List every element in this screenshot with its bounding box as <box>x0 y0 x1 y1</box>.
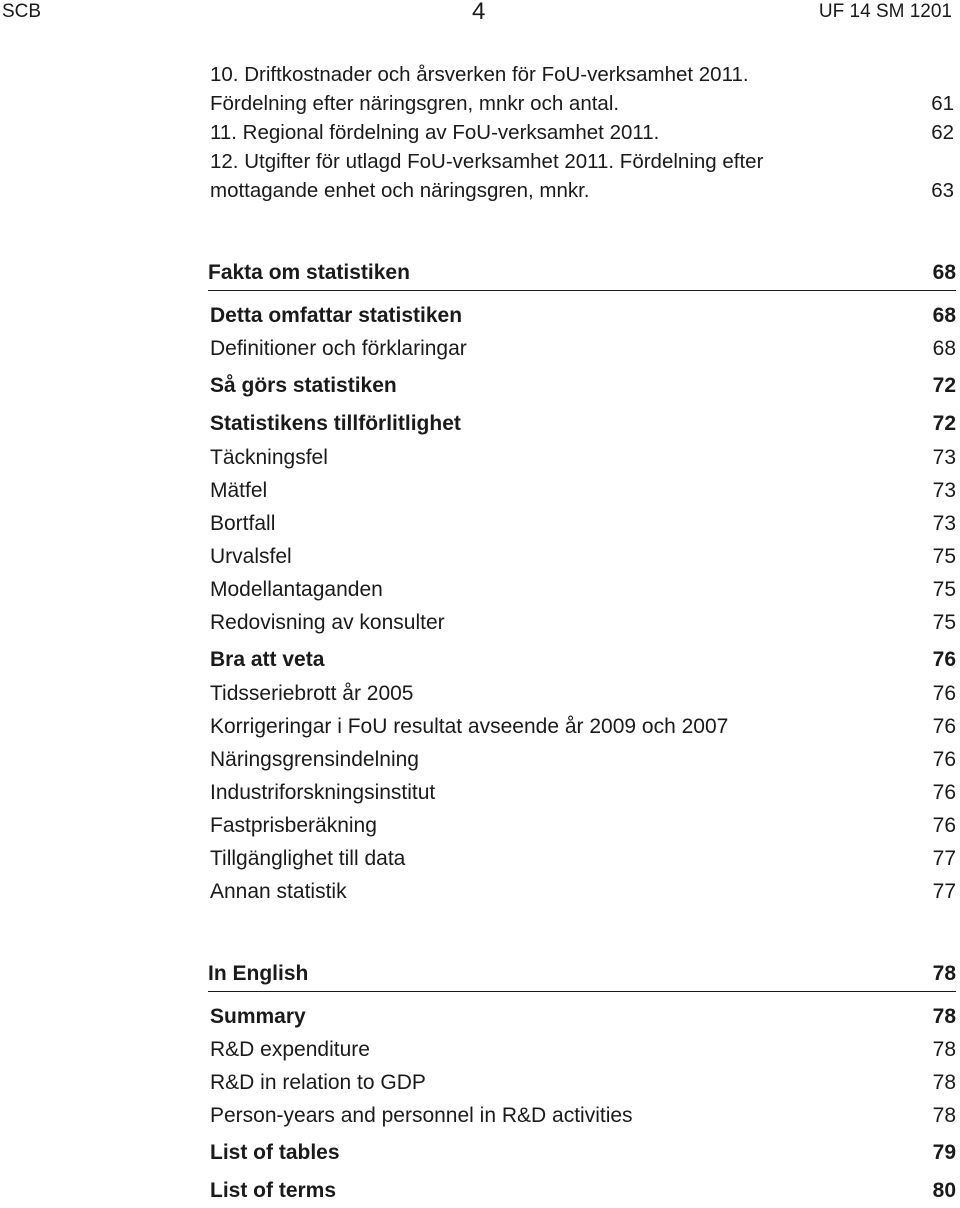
toc-entry[interactable]: Industriforskningsinstitut 76 <box>210 781 956 804</box>
toc-entry[interactable]: Summary 78 <box>210 1005 956 1028</box>
entry-title: mottagande enhet och näringsgren, mnkr. <box>210 179 590 202</box>
toc-entry[interactable]: Korrigeringar i FoU resultat avseende år 2009 och 2007 76 <box>210 715 956 738</box>
toc-entry[interactable] <box>210 176 956 205</box>
entry-title: 12. Utgifter för utlagd FoU-verksamhet 2011. Fördelning efter <box>210 150 764 173</box>
toc-entry[interactable]: Bra att veta 76 <box>210 648 956 671</box>
toc-entry[interactable] <box>210 147 956 176</box>
toc-entry[interactable]: Urvalsfel 75 <box>210 545 956 568</box>
entry-title: 11. Regional fördelning av FoU-verksamhet 2011. <box>210 121 660 144</box>
toc-entry[interactable]: Täckningsfel 73 <box>210 446 956 469</box>
toc-entry[interactable]: Näringsgrensindelning 76 <box>210 748 956 771</box>
entry-title: Fördelning efter näringsgren, mnkr och antal. <box>210 92 620 115</box>
toc-entry[interactable]: Bortfall 73 <box>210 512 956 535</box>
page-header <box>0 0 960 30</box>
toc-entry[interactable]: Tidsseriebrott år 2005 76 <box>210 682 956 705</box>
header-org: SCB <box>2 1 42 22</box>
toc-entry[interactable]: Tillgänglighet till data 77 <box>210 847 956 870</box>
report-code: UF 14 SM 1201 <box>818 1 952 22</box>
entry-page: 63 <box>931 179 954 202</box>
toc-fakta-section <box>210 256 956 908</box>
section-heading-english[interactable]: In English 78 <box>208 957 956 992</box>
toc-entry[interactable]: List of terms 80 <box>210 1179 956 1202</box>
toc-english-section <box>210 957 956 1208</box>
toc-entry[interactable]: Så görs statistiken 72 <box>210 374 956 397</box>
toc-continued-tables <box>210 60 956 205</box>
toc-entry[interactable]: Definitioner och förklaringar 68 <box>210 337 956 360</box>
toc-entry[interactable]: Fastprisberäkning 76 <box>210 814 956 837</box>
toc-entry[interactable]: Redovisning av konsulter 75 <box>210 611 956 634</box>
toc-entry[interactable] <box>210 89 956 118</box>
toc-entry[interactable]: Modellantaganden 75 <box>210 578 956 601</box>
toc-entry[interactable] <box>210 60 956 89</box>
entry-title: 10. Driftkostnader och årsverken för FoU-verksamhet 2011. <box>210 63 749 86</box>
toc-entry[interactable]: List of tables 79 <box>210 1141 956 1164</box>
entry-page: 62 <box>931 121 954 144</box>
toc-entry[interactable]: R&D expenditure 78 <box>210 1038 956 1061</box>
toc-entry[interactable]: Mätfel 73 <box>210 479 956 502</box>
section-heading-fakta[interactable]: Fakta om statistiken 68 <box>208 256 956 291</box>
toc-entry[interactable]: Detta omfattar statistiken 68 <box>210 304 956 327</box>
toc-entry[interactable]: Statistikens tillförlitlighet 72 <box>210 412 956 435</box>
toc-entry[interactable] <box>210 118 956 147</box>
page-number: 4 <box>472 0 486 25</box>
toc-entry[interactable]: Annan statistik 77 <box>210 880 956 903</box>
entry-page: 61 <box>931 92 954 115</box>
toc-entry[interactable]: R&D in relation to GDP 78 <box>210 1071 956 1094</box>
toc-entry[interactable]: Person-years and personnel in R&D activities 78 <box>210 1104 956 1127</box>
